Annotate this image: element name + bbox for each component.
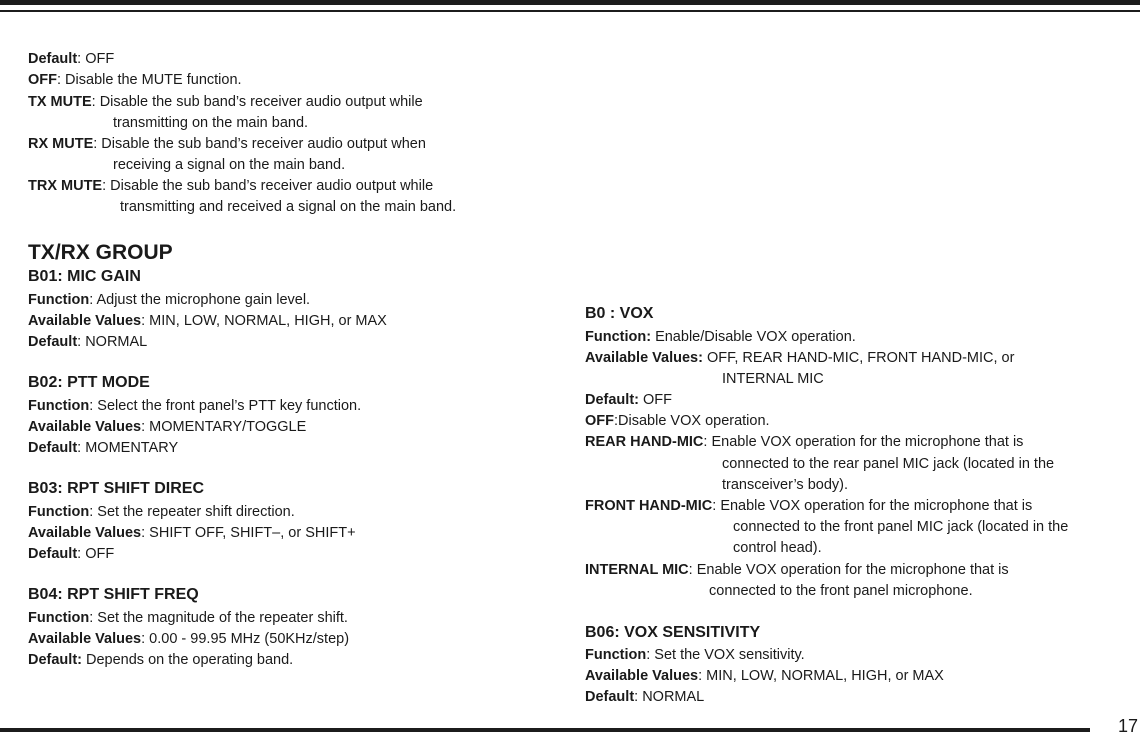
b01-values: Available Values: MIN, LOW, NORMAL, HIGH, or MAX bbox=[28, 313, 387, 329]
b05-title: B0 : VOX bbox=[585, 305, 654, 322]
b04-title: B04: RPT SHIFT FREQ bbox=[28, 586, 199, 603]
tx-mute-cont: transmitting on the main band. bbox=[113, 115, 309, 131]
b05-function: Function: Enable/Disable VOX operation. bbox=[585, 329, 856, 345]
b04-default: Default: Depends on the operating band. bbox=[28, 652, 294, 668]
tx-mute-line: TX MUTE: Disable the sub band’s receiver audio output while bbox=[28, 94, 423, 110]
page-number: 17 bbox=[1118, 716, 1139, 736]
trx-mute-cont: transmitting and received a signal on the main band. bbox=[120, 199, 457, 215]
mute-default-line: Default: OFF bbox=[28, 51, 115, 67]
b05-front-cont2: control head). bbox=[733, 540, 822, 556]
trx-mute-line: TRX MUTE: Disable the sub band’s receiver audio output while bbox=[28, 178, 434, 194]
b05-rear-cont1: connected to the rear panel MIC jack (located in the bbox=[722, 456, 1055, 472]
b05-default: Default: OFF bbox=[585, 392, 673, 408]
b03-values: Available Values: SHIFT OFF, SHIFT–, or SHIFT+ bbox=[28, 525, 356, 541]
b05-off: OFF:Disable VOX operation. bbox=[585, 413, 770, 429]
b06-title: B06: VOX SENSITIVITY bbox=[585, 624, 761, 641]
rx-mute-line: RX MUTE: Disable the sub band’s receiver audio output when bbox=[28, 136, 426, 152]
b06-values: Available Values: MIN, LOW, NORMAL, HIGH, or MAX bbox=[585, 668, 944, 684]
b05-values: Available Values: OFF, REAR HAND-MIC, FRONT HAND-MIC, or bbox=[585, 350, 1015, 366]
b01-function: Function: Adjust the microphone gain level. bbox=[28, 292, 311, 308]
b02-default: Default: MOMENTARY bbox=[28, 440, 179, 456]
b03-function: Function: Set the repeater shift direction. bbox=[28, 504, 295, 520]
b05-front: FRONT HAND-MIC: Enable VOX operation for the microphone that is bbox=[585, 498, 1033, 514]
b05-internal: INTERNAL MIC: Enable VOX operation for the microphone that is bbox=[585, 562, 1009, 578]
b04-values: Available Values: 0.00 - 99.95 MHz (50KHz/step) bbox=[28, 631, 350, 647]
b03-default: Default: OFF bbox=[28, 546, 115, 562]
bottom-rule bbox=[0, 728, 1090, 732]
b06-default: Default: NORMAL bbox=[585, 689, 705, 705]
b03-title: B03: RPT SHIFT DIREC bbox=[28, 480, 205, 497]
b01-title: B01: MIC GAIN bbox=[28, 268, 141, 285]
b05-internal-cont: connected to the front panel microphone. bbox=[709, 583, 973, 599]
mute-off-line: OFF: Disable the MUTE function. bbox=[28, 72, 242, 88]
top-rule-thin bbox=[0, 10, 1140, 12]
b02-values: Available Values: MOMENTARY/TOGGLE bbox=[28, 419, 307, 435]
b04-function: Function: Set the magnitude of the repeater shift. bbox=[28, 610, 348, 626]
b01-default: Default: NORMAL bbox=[28, 334, 148, 350]
b06-function: Function: Set the VOX sensitivity. bbox=[585, 647, 805, 663]
rx-mute-cont: receiving a signal on the main band. bbox=[113, 157, 346, 173]
b05-values-cont: INTERNAL MIC bbox=[722, 371, 824, 387]
b05-rear: REAR HAND-MIC: Enable VOX operation for the microphone that is bbox=[585, 434, 1024, 450]
b02-title: B02: PTT MODE bbox=[28, 374, 150, 391]
b02-function: Function: Select the front panel’s PTT key function. bbox=[28, 398, 362, 414]
b05-rear-cont2: transceiver’s body). bbox=[722, 477, 848, 493]
group-title: TX/RX GROUP bbox=[28, 241, 173, 264]
b05-front-cont1: connected to the front panel MIC jack (located in the bbox=[733, 519, 1069, 535]
top-rule-thick bbox=[0, 0, 1140, 5]
